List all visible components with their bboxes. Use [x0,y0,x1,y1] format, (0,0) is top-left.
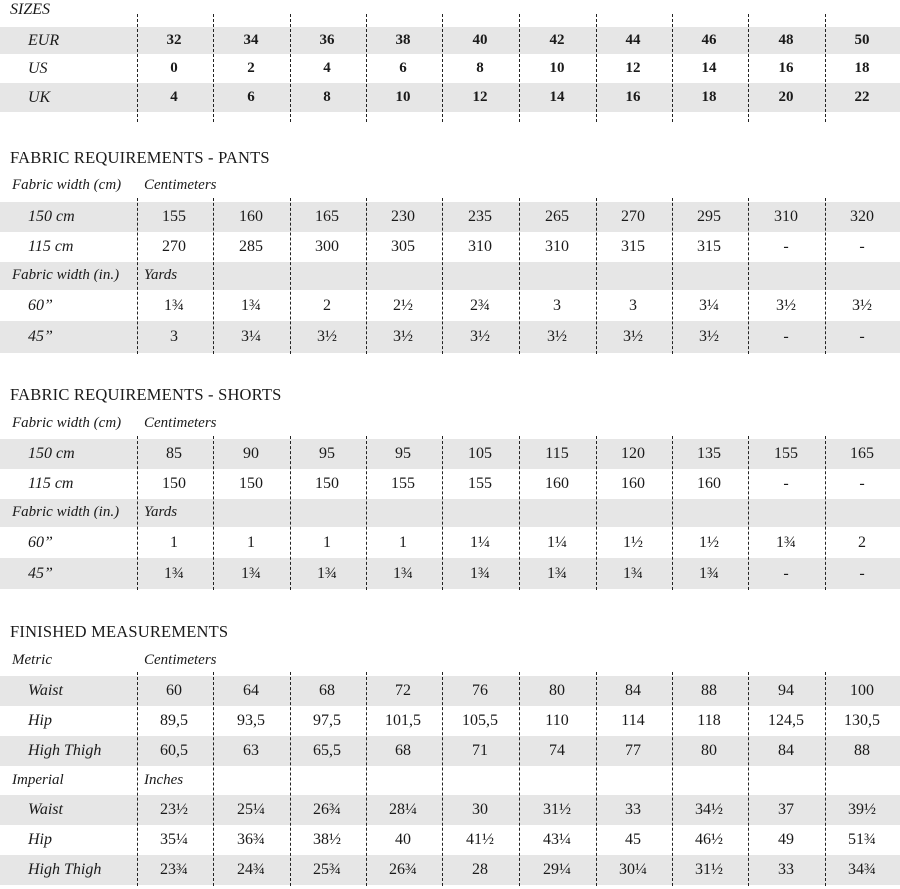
pants-150cm-cell: 295 [697,208,721,225]
finished-column-divider [672,672,673,886]
finished-imperial-hip-cell: 35¼ [160,831,188,848]
finished-imperial-hip-cell: 40 [395,831,411,848]
pants-column-divider [442,198,443,354]
finished-metric-thigh-cell: 80 [701,742,717,759]
pants-115cm-cell: 285 [239,238,263,255]
finished-metric-thigh-cell: 74 [549,742,565,759]
finished-metric-hip-cell: 93,5 [237,712,265,729]
shorts-45in-cell: 1¾ [164,564,184,582]
size-eur-cell: 34 [243,31,259,48]
shorts-column-divider [519,436,520,590]
size-us-cell: 4 [323,59,331,76]
shorts-45in-cell: 1¾ [317,564,337,582]
sizes-column-divider [137,14,138,122]
finished-imperial-waist-label: Waist [28,801,63,818]
finished-metric-hip-cell: 89,5 [160,712,188,729]
finished-metric-waist-cell: 84 [625,682,641,699]
finished-metric-thigh-cell: 60,5 [160,742,188,759]
finished-imperial-hip-cell: 51¾ [848,831,876,848]
finished-metric-waist-cell: 88 [701,682,717,699]
pants-45in-label: 45” [28,328,53,345]
finished-metric-hip-cell: 114 [621,712,645,729]
size-uk-cell: 12 [472,88,488,105]
size-uk-label: UK [28,88,51,106]
pants-in-group-label: Fabric width (in.) [12,267,120,283]
shorts-115cm-cell: 150 [239,475,263,492]
finished-imperial-hip-label: Hip [28,831,52,848]
pants-150cm-cell: 235 [468,208,492,225]
pants-column-divider [748,198,749,354]
shorts-150cm-cell: 85 [166,445,182,462]
sizes-column-divider [672,14,673,122]
size-us-cell: 16 [778,59,794,76]
finished-metric-waist-cell: 94 [778,682,794,699]
shorts-150cm-cell: 155 [774,445,798,462]
finished-metric-thigh-cell: 77 [625,742,641,759]
shorts-115cm-cell: - [783,475,789,492]
finished-imperial-thigh-cell: 26¾ [389,861,417,878]
pants-in-group-row [0,262,900,290]
finished-column-divider [825,672,826,886]
size-eur-cell: 38 [395,31,411,48]
size-eur-cell: 46 [701,31,717,48]
shorts-45in-cell: - [783,564,789,582]
sizes-column-divider [596,14,597,122]
pants-115cm-cell: - [859,238,865,255]
shorts-115cm-cell: 150 [162,475,186,492]
size-uk-cell: 6 [247,88,255,105]
pants-60in-cell: 2¾ [470,297,490,314]
finished-imperial-waist-cell: 34½ [695,801,723,818]
pants-column-divider [366,198,367,354]
finished-metric-thigh-cell: 84 [778,742,794,759]
pants-cm-group-label: Fabric width (cm) [12,177,122,193]
shorts-115cm-cell: - [859,475,865,492]
finished-column-divider [213,672,214,886]
finished-imperial-group-row [0,766,900,795]
finished-metric-group-row [0,647,900,675]
pants-45in-cell: 3½ [699,328,719,345]
finished-imperial-waist-cell: 23½ [160,801,188,818]
pants-150cm-cell: 160 [239,208,263,225]
size-uk-cell: 4 [170,88,178,105]
sizes-column-divider [519,14,520,122]
shorts-150cm-cell: 135 [697,445,721,462]
shorts-45in-cell: 1¾ [547,564,567,582]
finished-column-divider [442,672,443,886]
finished-column-divider [137,672,138,886]
shorts-column-divider [748,436,749,590]
shorts-150cm-cell: 90 [243,445,259,462]
finished-imperial-hip-cell: 45 [625,831,641,848]
shorts-150cm-cell: 95 [319,445,335,462]
pants-45in-cell: 3½ [393,328,413,345]
shorts-60in-cell: 1 [170,534,178,551]
pants-60in-cell: 1¾ [241,297,261,314]
pants-150cm-cell: 265 [545,208,569,225]
finished-metric-waist-cell: 100 [850,682,874,699]
finished-metric-waist-cell: 72 [395,682,411,699]
pants-45in-cell: 3¼ [241,328,261,345]
pants-column-divider [825,198,826,354]
size-eur-cell: 32 [166,31,182,48]
finished-imperial-thigh-cell: 30¼ [619,861,647,878]
pants-60in-cell: 2 [323,297,331,314]
shorts-60in-cell: 1½ [699,534,719,551]
pants-115cm-cell: 310 [468,238,492,255]
shorts-in-group-unit: Yards [144,504,178,520]
size-us-cell: 2 [247,59,255,76]
finished-imperial-thigh-cell: 25¾ [313,861,341,878]
pants-45in-cell: 3 [170,328,178,345]
finished-metric-waist-cell: 68 [319,682,335,699]
finished-imperial-thigh-cell: 28 [472,861,488,878]
shorts-115cm-label: 115 cm [28,475,74,492]
size-us-cell: 14 [701,59,717,76]
shorts-in-group-row [0,499,900,527]
shorts-115cm-cell: 150 [315,475,339,492]
shorts-60in-cell: 1¼ [547,534,567,551]
finished-imperial-waist-cell: 28¼ [389,801,417,818]
finished-imperial-thigh-cell: 31½ [695,861,723,878]
shorts-45in-cell: - [859,564,865,582]
shorts-45in-cell: 1¾ [241,564,261,582]
finished-metric-hip-cell: 124,5 [768,712,804,729]
pants-60in-cell: 3½ [776,297,796,314]
finished-metric-thigh-label: High Thigh [28,742,102,759]
size-uk-cell: 16 [625,88,641,105]
pants-150cm-label: 150 cm [28,208,75,225]
sizes-column-divider [442,14,443,122]
shorts-60in-cell: 2 [858,534,866,551]
pants-115cm-cell: 310 [545,238,569,255]
finished-metric-hip-cell: 97,5 [313,712,341,729]
shorts-150cm-cell: 120 [621,445,645,462]
shorts-in-group-label: Fabric width (in.) [12,504,120,520]
finished-imperial-waist-cell: 30 [472,801,488,818]
pants-150cm-cell: 270 [621,208,645,225]
finished-imperial-hip-cell: 43¼ [543,831,571,848]
finished-column-divider [519,672,520,886]
sizes-title: SIZES [10,1,50,18]
sizes-column-divider [213,14,214,122]
finished-metric-hip-cell: 110 [545,712,569,729]
pants-column-divider [596,198,597,354]
shorts-60in-cell: 1¼ [470,534,490,551]
pants-cm-group-unit: Centimeters [144,177,217,193]
pants-column-divider [137,198,138,354]
finished-imperial-thigh-label: High Thigh [28,861,102,878]
finished-metric-waist-cell: 76 [472,682,488,699]
pants-150cm-cell: 165 [315,208,339,225]
shorts-column-divider [596,436,597,590]
shorts-column-divider [290,436,291,590]
shorts-column-divider [442,436,443,590]
shorts-150cm-cell: 165 [850,445,874,462]
finished-metric-waist-cell: 80 [549,682,565,699]
finished-metric-hip-cell: 118 [697,712,721,729]
finished-metric-thigh-cell: 63 [243,742,259,759]
pants-60in-cell: 1¾ [164,297,184,314]
pants-column-divider [672,198,673,354]
size-us-cell: 10 [549,59,565,76]
pants-45in-cell: - [783,328,789,345]
pants-cm-group-row [0,173,900,199]
pants-heading: FABRIC REQUIREMENTS - PANTS [10,148,270,167]
finished-imperial-waist-cell: 33 [625,801,641,818]
pants-150cm-cell: 320 [850,208,874,225]
size-eur-cell: 50 [854,31,870,48]
shorts-45in-label: 45” [28,564,53,582]
pants-115cm-cell: 300 [315,238,339,255]
finished-imperial-thigh-cell: 33 [778,861,794,878]
shorts-60in-cell: 1½ [623,534,643,551]
pants-60in-cell: 3¼ [699,297,719,314]
shorts-cm-group-unit: Centimeters [144,415,217,431]
finished-column-divider [290,672,291,886]
finished-metric-hip-cell: 105,5 [462,712,498,729]
shorts-45in-cell: 1¾ [470,564,490,582]
size-us-label: US [28,59,48,77]
finished-metric-thigh-cell: 65,5 [313,742,341,759]
shorts-150cm-label: 150 cm [28,445,75,462]
sizes-column-divider [290,14,291,122]
finished-column-divider [596,672,597,886]
size-us-cell: 6 [399,59,407,76]
sizes-column-divider [825,14,826,122]
size-uk-cell: 22 [854,88,870,105]
pants-115cm-cell: 315 [697,238,721,255]
shorts-45in-cell: 1¾ [699,564,719,582]
sizes-column-divider [748,14,749,122]
size-uk-cell: 14 [549,88,565,105]
pants-45in-cell: 3½ [470,328,490,345]
finished-imperial-waist-cell: 25¼ [237,801,265,818]
shorts-column-divider [137,436,138,590]
shorts-column-divider [213,436,214,590]
size-us-cell: 12 [625,59,641,76]
pants-column-divider [213,198,214,354]
shorts-column-divider [672,436,673,590]
shorts-heading: FABRIC REQUIREMENTS - SHORTS [10,385,282,404]
shorts-45in-cell: 1¾ [623,564,643,582]
pants-45in-cell: 3½ [547,328,567,345]
pants-45in-cell: 3½ [623,328,643,345]
shorts-115cm-cell: 160 [545,475,569,492]
pants-150cm-cell: 155 [162,208,186,225]
finished-imperial-thigh-cell: 34¾ [848,861,876,878]
finished-imperial-waist-cell: 37 [778,801,794,818]
pants-115cm-cell: 270 [162,238,186,255]
shorts-60in-cell: 1 [323,534,331,551]
finished-imperial-thigh-cell: 24¾ [237,861,265,878]
pants-115cm-cell: - [783,238,789,255]
shorts-60in-label: 60” [28,534,53,551]
shorts-60in-cell: 1 [399,534,407,551]
size-eur-cell: 44 [625,31,641,48]
shorts-column-divider [825,436,826,590]
shorts-60in-cell: 1 [247,534,255,551]
shorts-cm-group-row [0,411,900,437]
size-us-cell: 8 [476,59,484,76]
pants-column-divider [519,198,520,354]
finished-imperial-hip-cell: 38½ [313,831,341,848]
finished-imperial-hip-cell: 49 [778,831,794,848]
pants-115cm-cell: 305 [391,238,415,255]
finished-imperial-waist-cell: 26¾ [313,801,341,818]
size-eur-cell: 40 [472,31,488,48]
finished-imperial-hip-cell: 41½ [466,831,494,848]
finished-column-divider [748,672,749,886]
shorts-115cm-cell: 155 [468,475,492,492]
finished-metric-waist-cell: 64 [243,682,259,699]
pants-60in-label: 60” [28,297,53,314]
pants-115cm-cell: 315 [621,238,645,255]
finished-metric-thigh-cell: 68 [395,742,411,759]
shorts-115cm-cell: 160 [697,475,721,492]
size-uk-cell: 18 [701,88,717,105]
shorts-115cm-cell: 155 [391,475,415,492]
finished-metric-thigh-cell: 88 [854,742,870,759]
finished-imperial-waist-cell: 39½ [848,801,876,818]
size-uk-cell: 10 [395,88,411,105]
finished-column-divider [366,672,367,886]
finished-imperial-hip-cell: 46½ [695,831,723,848]
finished-metric-hip-cell: 130,5 [844,712,880,729]
finished-metric-group-unit: Centimeters [144,652,217,668]
size-eur-cell: 36 [319,31,335,48]
size-eur-cell: 42 [549,31,565,48]
finished-metric-waist-label: Waist [28,682,63,699]
size-eur-cell: 48 [778,31,794,48]
finished-imperial-group-label: Imperial [12,771,64,788]
finished-metric-hip-label: Hip [28,712,52,729]
pants-150cm-cell: 230 [391,208,415,225]
size-us-cell: 18 [854,59,870,76]
shorts-115cm-cell: 160 [621,475,645,492]
finished-metric-group-label: Metric [12,652,52,668]
pants-115cm-label: 115 cm [28,238,74,255]
finished-heading: FINISHED MEASUREMENTS [10,622,229,641]
shorts-150cm-cell: 95 [395,445,411,462]
size-eur-label: EUR [28,31,60,49]
finished-imperial-thigh-cell: 29¼ [543,861,571,878]
finished-metric-thigh-cell: 71 [472,742,488,759]
pants-60in-cell: 3½ [852,297,872,314]
shorts-cm-group-label: Fabric width (cm) [12,415,122,431]
shorts-150cm-cell: 105 [468,445,492,462]
shorts-150cm-cell: 115 [545,445,569,462]
finished-metric-hip-cell: 101,5 [385,712,421,729]
size-uk-cell: 8 [323,88,331,105]
pants-60in-cell: 3 [629,297,637,314]
size-uk-cell: 20 [778,88,794,105]
size-us-cell: 0 [170,59,178,76]
finished-imperial-waist-cell: 31½ [543,801,571,818]
sizes-column-divider [366,14,367,122]
shorts-60in-cell: 1¾ [776,534,796,551]
finished-imperial-group-unit: Inches [144,771,184,788]
pants-in-group-unit: Yards [144,267,178,283]
finished-imperial-thigh-cell: 23¾ [160,861,188,878]
pants-column-divider [290,198,291,354]
pants-45in-cell: 3½ [317,328,337,345]
pants-150cm-cell: 310 [774,208,798,225]
pants-45in-cell: - [859,328,865,345]
finished-imperial-hip-cell: 36¾ [237,831,265,848]
pants-60in-cell: 3 [553,297,561,314]
shorts-column-divider [366,436,367,590]
finished-metric-waist-cell: 60 [166,682,182,699]
pants-60in-cell: 2½ [393,297,413,314]
shorts-45in-cell: 1¾ [393,564,413,582]
